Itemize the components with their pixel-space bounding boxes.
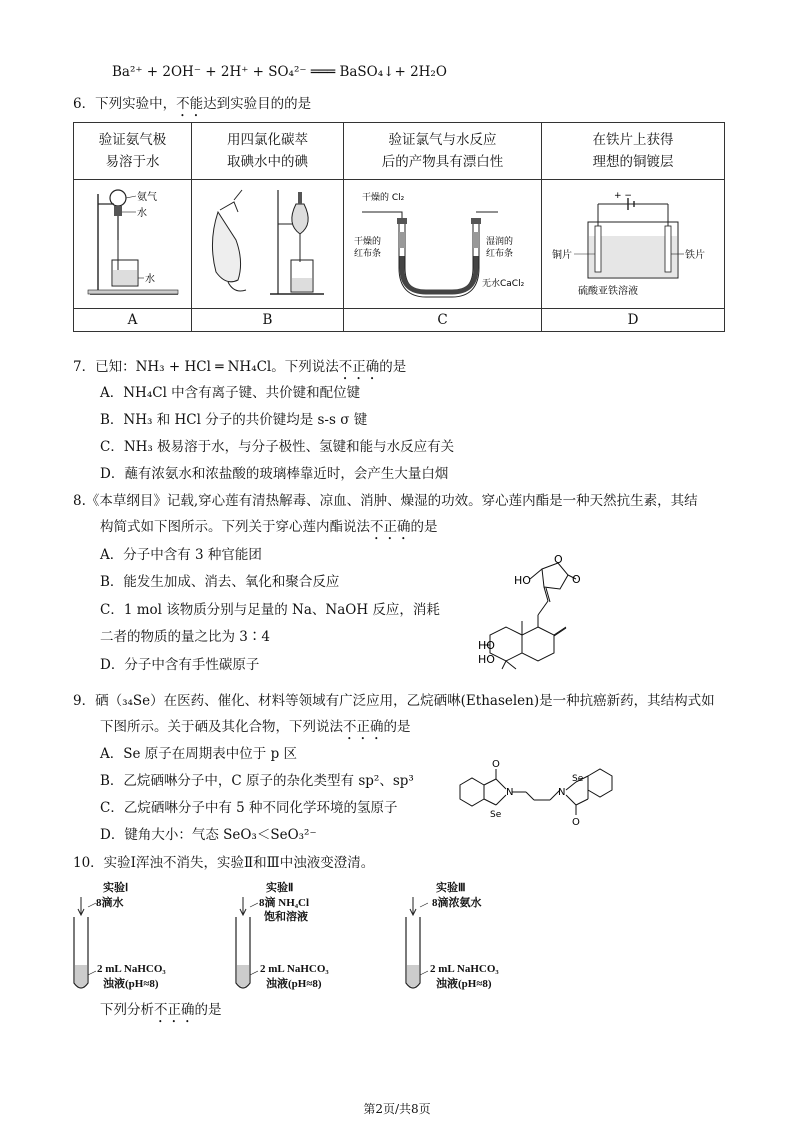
exp1-sample-2: 浊液(pH≈8) [103,978,159,990]
struct-ho-1: HO [478,639,495,652]
struct-se1: Se [490,810,502,820]
exp2-reagent-1: 8滴 NH₄Cl [259,897,310,909]
label-plus-minus: + − [614,191,632,201]
struct-o-carbonyl: O [572,573,581,586]
struct-n1: N [506,787,514,798]
struct-se2: Se [572,774,584,784]
q8-option-a: A．分子中含有 3 种官能团 [100,547,262,563]
exp3-reagent: 8滴浓氨水 [432,897,482,909]
q6-stem-a: 6．下列实验中， [73,96,177,112]
exp1-title: 实验Ⅰ [103,882,129,894]
q6-stem-emphasis: 不能 [176,96,204,112]
q9-line2: 下图所示。关于硒及其化合物，下列说法不正确的是 [100,719,411,735]
struct-n2: N [558,787,566,798]
q9-option-c: C．乙烷硒啉分子中有 5 种不同化学环境的氢原子 [100,800,398,816]
exp2-sample-1: 2 mL NaHCO₃ [260,963,329,975]
q8-line2: 构简式如下图所示。下列关于穿心莲内酯说法不正确的是 [100,519,438,535]
q7-option-c: C．NH₃ 极易溶于水，与分子极性、氢键和能与水反应有关 [100,439,455,455]
struct-ho-2: HO [478,653,495,666]
q7-stem: 7．已知：NH₃ + HCl ═ NH₄Cl。下列说法不正确的是 [73,359,407,375]
andrographolide-structure [472,555,612,675]
label-water-top: 水 [136,208,147,219]
q7-option-a: A．NH₄Cl 中含有离子键、共价键和配位键 [100,385,361,401]
ammonia-fountain-figure [78,182,188,302]
q6-label-a: A [74,309,192,332]
exp2-title: 实验Ⅱ [266,882,294,894]
q8-option-d: D．分子中含有手性碳原子 [100,657,260,673]
struct-ho-top: HO [514,574,531,587]
exp2-test-tube [228,895,258,995]
struct-o-ring: O [554,555,563,566]
q9-option-b: B．乙烷硒啉分子中，C 原子的杂化类型有 sp²、sp³ [100,773,414,789]
struct-o2: O [572,817,580,828]
q6-figure-a [74,180,192,309]
struct-o1: O [492,759,500,770]
q10-question: 下列分析不正确的是 [100,1002,222,1018]
exp1-test-tube [66,895,96,995]
q10-stem: 10．实验Ⅰ浑浊不消失，实验Ⅱ和Ⅲ中浊液变澄清。 [73,855,375,871]
extraction-figure [198,182,338,302]
q6-figure-d [542,180,725,309]
q9-option-a: A．Se 原子在周期表中位于 p 区 [100,746,298,762]
q6-header-b: 用四氯化碳萃 取碘水中的碘 [192,123,344,180]
q9-option-d: D．键角大小：气态 SeO₃＜SeO₃²⁻ [100,827,317,843]
exp3-sample-2: 浊液(pH≈8) [436,978,492,990]
label-water-bottom: 水 [144,274,155,285]
q6-label-c: C [344,309,542,332]
label-dry-cloth-2: 红布条 [353,249,381,259]
label-cacl2: 无水CaCl₂ [481,279,524,289]
exp2-reagent-2: 饱和溶液 [264,911,308,923]
q7-option-b: B．NH₃ 和 HCl 分子的共价键均是 s-s σ 键 [100,412,368,428]
q6-table [73,122,725,332]
ethaselen-structure [446,755,636,830]
label-dry-cloth-1: 干燥的 [353,237,381,247]
q8-option-c: C．1 mol 该物质分别与足量的 Na、NaOH 反应，消耗 [100,602,440,618]
electroplating-figure [548,182,718,302]
q7-option-d: D．蘸有浓氨水和浓盐酸的玻璃棒靠近时，会产生大量白烟 [100,466,449,482]
exp2-sample-2: 浊液(pH≈8) [266,978,322,990]
exp3-title: 实验Ⅲ [436,882,466,894]
q6-label-d: D [542,309,725,332]
q6-figure-c [344,180,542,309]
exp3-sample-1: 2 mL NaHCO₃ [430,963,499,975]
chlorine-u-tube-figure [348,182,538,302]
label-copper: 铜片 [552,250,572,261]
q8-option-c-cont: 二者的物质的量之比为 3∶4 [100,629,270,645]
q6-figure-b [192,180,344,309]
q8-line1: 8.《本草纲目》记载,穿心莲有清热解毒、凉血、消肿、燥湿的功效。穿心莲内酯是一种天然抗生素，其结 [73,493,698,509]
q6-stem-b: 达到实验目的的是 [203,96,312,112]
label-solution: 硫酸亚铁溶液 [578,286,638,297]
exp1-sample-1: 2 mL NaHCO₃ [97,963,166,975]
q6-header-c: 验证氯气与水反应 后的产物具有漂白性 [344,123,542,180]
label-iron: 铁片 [685,250,705,261]
label-wet-cloth-2: 红布条 [485,249,513,259]
exp1-reagent: 8滴水 [96,897,124,909]
label-ammonia: 氨气 [136,192,157,203]
equation-line: Ba²⁺ + 2OH⁻ + 2H⁺ + SO₄²⁻ ═══ BaSO₄↓+ 2H₂O [112,64,447,80]
q9-line1: 9．硒（₃₄Se）在医药、催化、材料等领域有广泛应用，乙烷硒啉(Ethaselen)是一种抗癌新药，其结构式如 [73,693,715,709]
label-wet-cloth-1: 湿润的 [485,237,513,247]
q8-option-b: B．能发生加成、消去、氧化和聚合反应 [100,574,340,590]
q6-stem [73,94,311,120]
exp3-test-tube [398,895,428,995]
label-dry-cl2: 干燥的 Cl₂ [361,193,404,203]
page-footer: 第2页/共8页 [363,1102,431,1116]
q6-header-a: 验证氨气极 易溶于水 [74,123,192,180]
q6-label-b: B [192,309,344,332]
q6-header-d: 在铁片上获得 理想的铜镀层 [542,123,725,180]
